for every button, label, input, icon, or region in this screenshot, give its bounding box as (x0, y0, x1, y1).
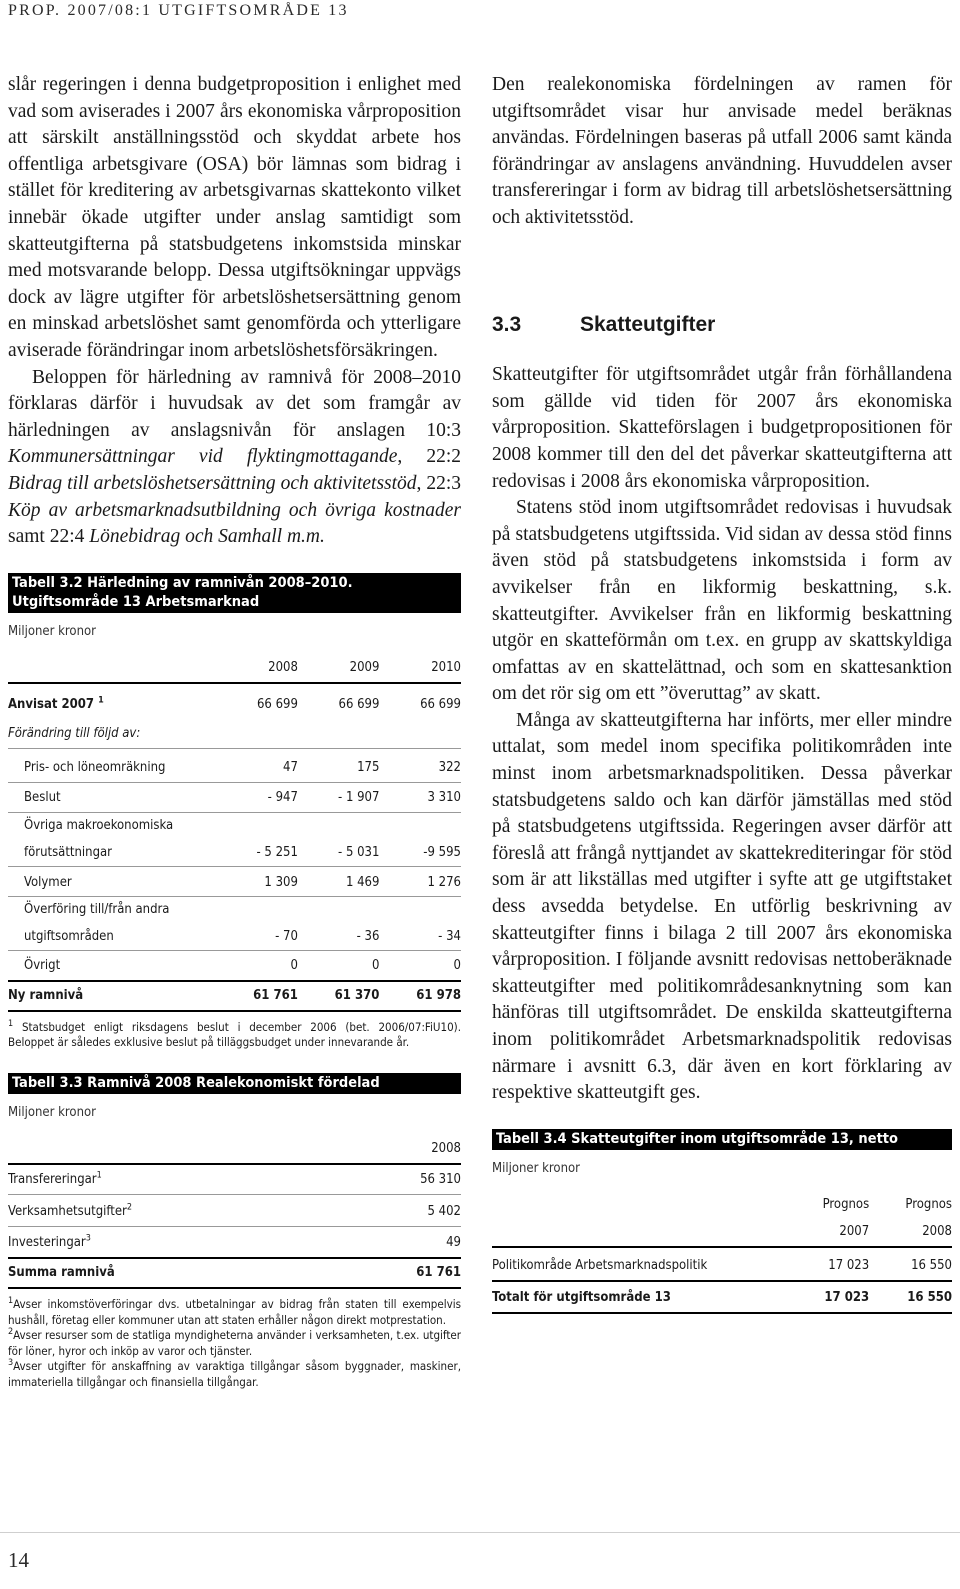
right-paragraph-4: Många av skatteutgifterna har införts, mer eller mindre uttalat, som medel inom specifika politikområden inte minst inom arbetsmarknadspolitiken. Dessa påverkar statsbudgetens saldo och kan därför jämställas med stöd på statsbudgetens utgiftssida. Regeringen avser därför att föreslå att frångå nyttjandet av skattekrediteringar för stöd som är att likställas med utgifter i syfte att ge utgiftstaket dess avsedda betydelse. En utförlig beskrivning av skatteutgifter finns i bilaga 2 till 2007 års ekonomiska vårproposition. I följande avsnitt redovisas nettoberäknade skatteutgifter med politikområdesanknytning som kan hänföras till utgiftsområdet. De enskilda skatteutgifterna inom politikområdet Arbetsmarknadspolitik redovisas närmare i avsnitt 6.3, där även en kort förklaring av respektive skatteutgift ges. (492, 709, 952, 1104)
table-row: Förändring till följd av: (8, 726, 141, 742)
right-paragraph-1: Den realekonomiska fördelningen av ramen för utgiftsområdet visar hur anvisade medel beräknas användas. Fördelningen baseras på utfall 2006 samt kända förändringar av anslagens användning. Huvuddelen avser transfereringar i form av bidrag till arbetslöshetsersättning och aktivitetsstöd. (492, 74, 952, 228)
year-2009: 2009 (349, 660, 380, 676)
table-3-4-grid (492, 1192, 952, 1313)
table-row: Transfereringar$^1$ 56 310 (8, 1164, 461, 1194)
table-3-2-unit: Miljoner kronor (8, 623, 96, 639)
table-3-3-footnotes (8, 1297, 461, 1390)
table-3-2-grid (8, 655, 461, 1012)
table-row: Övriga makroekonomiska förutsättningar - 5 251 - 5 031 -9 595 (8, 812, 461, 866)
table-header-row: 2008 (431, 1141, 461, 1157)
table-header-row: Prognos 2007 Prognos 2008 (822, 1197, 952, 1239)
right-paragraph-2: Skatteutgifter för utgiftsområdet utgår från förhållandena som gällde vid tiden för 2007 års ekonomiska vårproposition. Skatteförslagen i budgetpropositionen för 2008 kommer till den del det påverkar skatteutgifterna att redovisas i 2008 års ekonomiska vårproposition. (492, 364, 952, 492)
left-column (8, 72, 461, 1390)
footnote: $^2$Avser resurser som de statliga myndigheterna använder i verksamheten, t.ex. utgifter för löner, hyror och inköp av varor och tjänster. (8, 1327, 461, 1358)
table-3-2 (8, 573, 461, 1051)
section-heading (492, 312, 952, 339)
right-paragraph-3: Statens stöd inom utgiftsområdet redovisas i huvudsak på statsbudgetens utgiftssida. Vid sidan av dessa stöd finns även stöd på statsbudgetens inkomstsida i form av avvikelser från en likformig beskattning, s.k. skatteutgifter. Avvikelser från en likformig beskattning utgör en skatteförmån om t.ex. en grupp av skattskyldiga omfattas av en skattelättnad, och som en skattesanktion om det rör sig om ett ”överuttag” av skatt. (492, 497, 952, 705)
table-3-3-caption: Tabell 3.3 Ramnivå 2008 Realekonomiskt fördelad (8, 1073, 461, 1094)
year-2010: 2010 (431, 660, 461, 676)
table-total-row: Totalt för utgiftsområde 13 17 023 16 550 (492, 1281, 952, 1313)
table-row: Anvisat 2007 $^1$ 66 699 66 699 66 699 (8, 683, 461, 719)
table-total-row: Ny ramnivå 61 761 61 370 61 978 (8, 981, 461, 1011)
table-row: Överföring till/från andra utgiftsområden - 70 - 36 - 34 (8, 897, 461, 951)
table-3-4-unit: Miljoner kronor (492, 1160, 580, 1176)
table-row: Övrigt 0 0 0 (8, 951, 461, 981)
section-title: Skatteutgifter (580, 312, 716, 336)
table-row: Verksamhetsutgifter$^2$ 5 402 (8, 1194, 461, 1226)
footnote: $^3$Avser utgifter för anskaffning av varaktiga tillgångar såsom byggnader, maskiner, immateriella tillgångar och finansiella tillgångar. (8, 1358, 461, 1389)
footnote: $^1$Avser inkomstöverföringar dvs. utbetalningar av bidrag från staten till exempelvis hushåll, företag eller kommuner utan att staten erhåller någon direkt motprestation. (8, 1296, 461, 1327)
year-2008: 2008 (268, 660, 298, 676)
table-row: Politikområde Arbetsmarknadspolitik 17 023 16 550 (492, 1247, 952, 1281)
table-row: Volymer 1 309 1 469 1 276 (8, 867, 461, 897)
table-row: Investeringar$^3$ 49 (8, 1226, 461, 1258)
running-head: PROP. 2007/08:1 UTGIFTSOMRÅDE 13 (8, 2, 349, 19)
footer-divider (0, 1532, 960, 1533)
table-row: Pris- och löneomräkning 47 175 322 (8, 748, 461, 782)
table-3-4-caption: Tabell 3.4 Skatteutgifter inom utgiftsområde 13, netto (492, 1129, 952, 1150)
table-3-2-caption: Tabell 3.2 Härledning av ramnivån 2008–2010. Utgiftsområde 13 Arbetsmarknad (8, 573, 461, 613)
section-number: 3.3 (492, 312, 522, 336)
left-paragraph-1: slår regeringen i denna budgetproposition i enlighet med vad som aviserades i 2007 års ekonomiska vårproposition att särskilt anställningsstöd och skyddat arbete hos offentliga arbetsgivare (OSA) bör lämnas som bidrag i stället för kreditering av arbetsgivarnas skattekonto vilket innebär ökade utgifter under anslag samtidigt som skatteutgifterna på statsbudgetens inkomstsida minskar med motsvarande belopp. Dessa utgiftsökningar uppvägs dock av lägre utgifter för arbetslöshetsersättning genom en minskad arbetslöshet samt genomförda och ytterligare aviserade förändringar inom arbetslöshetsförsäkringen. (8, 74, 461, 361)
table-3-4 (492, 1129, 952, 1314)
table-3-3-unit: Miljoner kronor (8, 1104, 96, 1120)
table-row: Beslut - 947 - 1 907 3 310 (8, 782, 461, 812)
table-header-row (8, 655, 461, 683)
table-total-row: Summa ramnivå 61 761 (8, 1258, 461, 1288)
left-paragraph-2: Beloppen för härledning av ramnivå för 2008–2010 förklaras därför i huvudsak av det som framgår av härledningen av anslagsnivån för anslagen 10:3 Kommunersättningar vid flyktingmottagande, 22:2 Bidrag till arbetslöshetsersättning och aktivitetsstöd, 22:3 Köp av arbetsmarknadsutbildning och övriga kostnader samt 22:4 Lönebidrag och Samhall m.m. (8, 366, 461, 548)
table-3-3 (8, 1073, 461, 1390)
right-column (492, 72, 952, 1314)
table-3-2-footnote: $^1$ Statsbudget enligt riksdagens beslut i december 2006 (bet. 2006/07:FiU10). Beloppet är således exklusive beslut på tilläggsbudget under innevarande år. (8, 1019, 461, 1050)
page-number: 14 (8, 1548, 29, 1572)
table-3-3-grid (8, 1136, 461, 1289)
